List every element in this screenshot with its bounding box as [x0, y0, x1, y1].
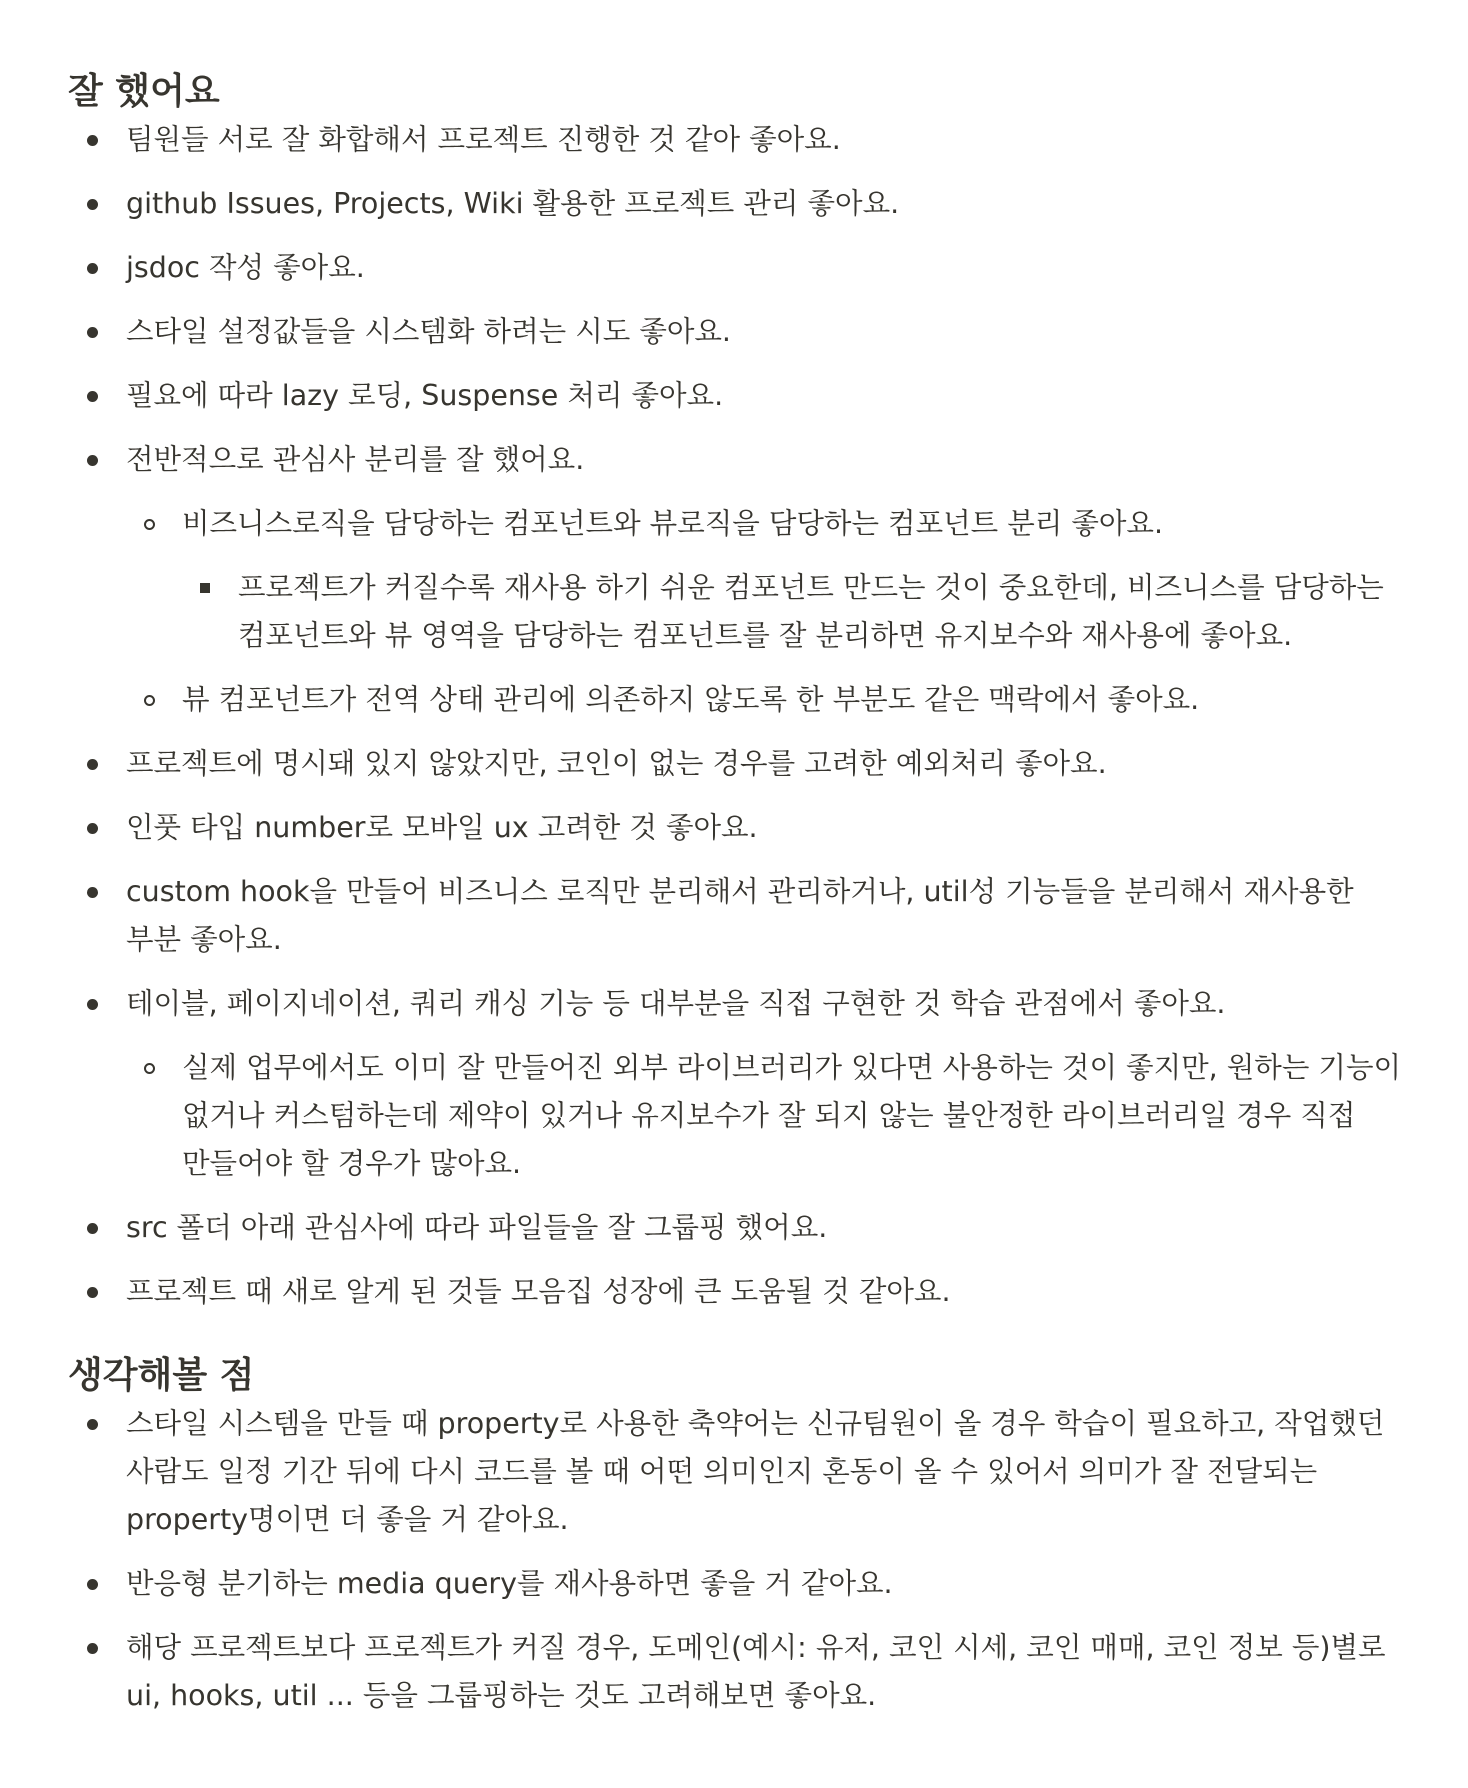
- bullet-disc-icon: [87, 1419, 98, 1430]
- bullet-disc-icon: [87, 823, 98, 834]
- list-item: 스타일 설정값들을 시스템화 하려는 시도 좋아요.: [68, 308, 1408, 356]
- bullet-circle-icon: [144, 519, 155, 530]
- list-item: 반응형 분기하는 media query를 재사용하면 좋을 거 같아요.: [68, 1560, 1408, 1608]
- list-item: 테이블, 페이지네이션, 쿼리 캐싱 기능 등 대부분을 직접 구현한 것 학습 관점에서 좋아요.: [68, 980, 1408, 1028]
- good-points-list: [68, 116, 1408, 1316]
- bullet-disc-icon: [87, 1643, 98, 1654]
- list-item: 필요에 따라 lazy 로딩, Suspense 처리 좋아요.: [68, 372, 1408, 420]
- list-item: jsdoc 작성 좋아요.: [68, 244, 1408, 292]
- bullet-disc-icon: [87, 1287, 98, 1298]
- bullet-square-icon: [200, 583, 210, 593]
- nested-list-item: 비즈니스로직을 담당하는 컴포넌트와 뷰로직을 담당하는 컴포넌트 분리 좋아요.: [68, 500, 1408, 548]
- bullet-disc-icon: [87, 391, 98, 402]
- list-item: 해당 프로젝트보다 프로젝트가 커질 경우, 도메인(예시: 유저, 코인 시세, 코인 매매, 코인 정보 등)별로 ui, hooks, util ... 등을 그룹핑하는 것도 고려해보면 좋아요.: [68, 1624, 1408, 1720]
- nested-list-item: 프로젝트가 커질수록 재사용 하기 쉬운 컴포넌트 만드는 것이 중요한데, 비즈니스를 담당하는 컴포넌트와 뷰 영역을 담당하는 컴포넌트를 잘 분리하면 유지보수와 재사용에 좋아요.: [68, 564, 1408, 660]
- list-item: custom hook을 만들어 비즈니스 로직만 분리해서 관리하거나, util성 기능들을 분리해서 재사용한 부분 좋아요.: [68, 868, 1408, 964]
- list-item: 전반적으로 관심사 분리를 잘 했어요.: [68, 436, 1408, 484]
- list-item: 프로젝트 때 새로 알게 된 것들 모음집 성장에 큰 도움될 것 같아요.: [68, 1268, 1408, 1316]
- nested-list-item: 뷰 컴포넌트가 전역 상태 관리에 의존하지 않도록 한 부분도 같은 맥락에서 좋아요.: [68, 676, 1408, 724]
- bullet-circle-icon: [144, 1063, 155, 1074]
- bullet-circle-icon: [144, 695, 155, 706]
- bullet-disc-icon: [87, 135, 98, 146]
- nested-list-item: 실제 업무에서도 이미 잘 만들어진 외부 라이브러리가 있다면 사용하는 것이 좋지만, 원하는 기능이 없거나 커스텀하는데 제약이 있거나 유지보수가 잘 되지 않는 불안정한 라이브러리일 경우 직접 만들어야 할 경우가 많아요.: [68, 1044, 1408, 1188]
- bullet-disc-icon: [87, 1223, 98, 1234]
- bullet-disc-icon: [87, 327, 98, 338]
- bullet-disc-icon: [87, 455, 98, 466]
- bullet-disc-icon: [87, 887, 98, 898]
- list-item: 프로젝트에 명시돼 있지 않았지만, 코인이 없는 경우를 고려한 예외처리 좋아요.: [68, 740, 1408, 788]
- list-item: github Issues, Projects, Wiki 활용한 프로젝트 관리 좋아요.: [68, 180, 1408, 228]
- list-item: 인풋 타입 number로 모바일 ux 고려한 것 좋아요.: [68, 804, 1408, 852]
- section-heading-good: 잘 했어요: [68, 71, 220, 112]
- bullet-disc-icon: [87, 999, 98, 1010]
- bullet-disc-icon: [87, 199, 98, 210]
- list-item: src 폴더 아래 관심사에 따라 파일들을 잘 그룹핑 했어요.: [68, 1204, 1408, 1252]
- section-heading-consider: 생각해볼 점: [68, 1355, 255, 1396]
- list-item: 팀원들 서로 잘 화합해서 프로젝트 진행한 것 같아 좋아요.: [68, 116, 1408, 164]
- bullet-disc-icon: [87, 263, 98, 274]
- bullet-disc-icon: [87, 1579, 98, 1590]
- list-item: 스타일 시스템을 만들 때 property로 사용한 축약어는 신규팀원이 올 경우 학습이 필요하고, 작업했던 사람도 일정 기간 뒤에 다시 코드를 볼 때 어떤 의미인지 혼동이 올 수 있어서 의미가 잘 전달되는 property명이면 더 좋을 거 같아요.: [68, 1400, 1408, 1544]
- bullet-disc-icon: [87, 759, 98, 770]
- consider-points-list: [68, 1400, 1408, 1720]
